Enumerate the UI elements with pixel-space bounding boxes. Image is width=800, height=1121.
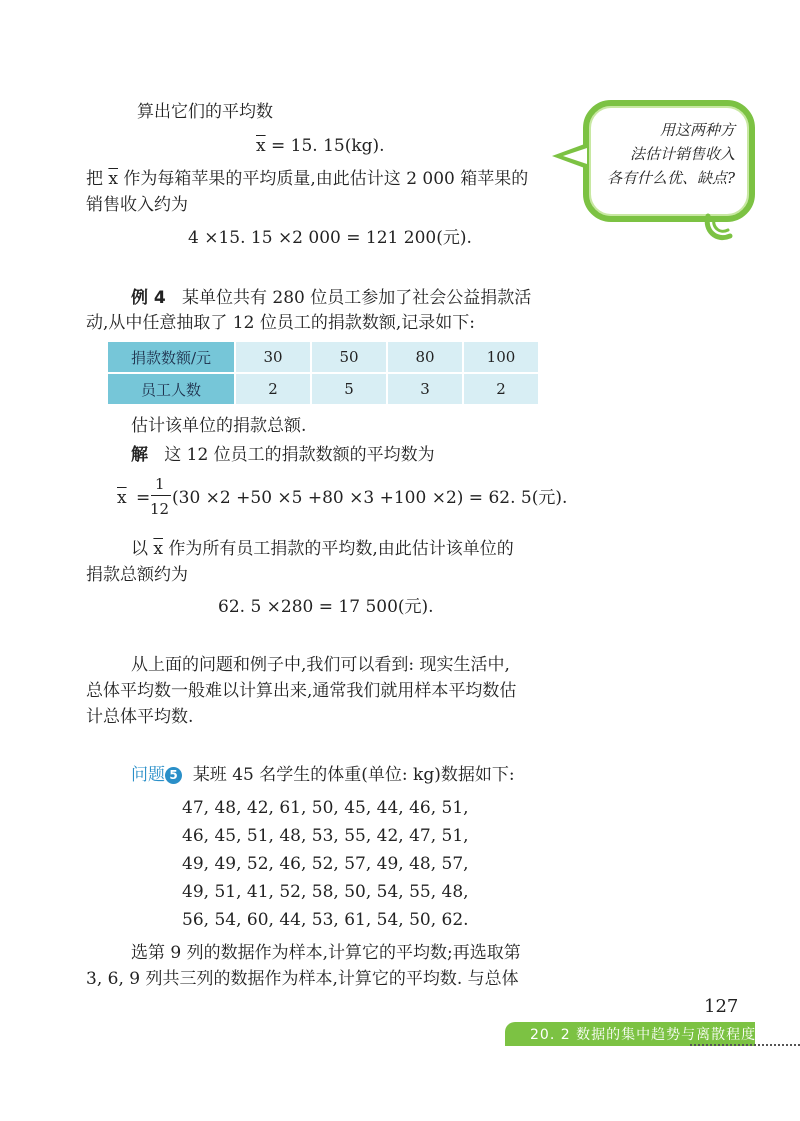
total-equation: 62. 5 ×280 = 17 500(元). bbox=[218, 597, 434, 617]
text-line: 算出它们的平均数 bbox=[137, 102, 273, 122]
paragraph-line: 总体平均数一般难以计算出来,通常我们就用样本平均数估 bbox=[86, 681, 517, 701]
data-row: 49, 49, 52, 46, 52, 57, 49, 48, 57, bbox=[182, 854, 469, 874]
example-label: 例 4 bbox=[131, 288, 166, 308]
solution-text: 这 12 位员工的捐款数额的平均数为 bbox=[164, 445, 435, 465]
fraction-denominator: 12 bbox=[150, 500, 170, 518]
section-title: 20. 2 数据的集中趋势与离散程度 bbox=[530, 1027, 757, 1043]
mean-equation bbox=[256, 134, 385, 158]
table-cell: 2 bbox=[236, 374, 310, 404]
table-cell: 5 bbox=[312, 374, 386, 404]
bubble-line: 各有什么优、缺点? bbox=[606, 169, 735, 187]
problem-label: 问题 bbox=[131, 765, 165, 785]
bubble-line: 用这两种方 bbox=[659, 121, 735, 139]
solution-line bbox=[131, 443, 435, 467]
bubble-tail-inner bbox=[563, 148, 587, 164]
speech-bubble bbox=[583, 100, 755, 222]
revenue-equation: 4 ×15. 15 ×2 000 = 121 200(元). bbox=[188, 228, 472, 248]
paragraph-line: 从上面的问题和例子中,我们可以看到: 现实生活中, bbox=[131, 655, 510, 675]
example-line bbox=[131, 286, 531, 310]
fraction-bar bbox=[151, 495, 171, 496]
equals-sign: = bbox=[136, 488, 151, 508]
table-cell: 30 bbox=[236, 342, 310, 372]
table-row bbox=[108, 342, 538, 372]
equation-value: = 15. 15(kg). bbox=[265, 136, 385, 156]
mean-expression: (30 ×2 +50 ×5 +80 ×3 +100 ×2) = 62. 5(元). bbox=[172, 488, 568, 508]
text-line: 销售收入约为 bbox=[86, 195, 188, 215]
table-header-cell: 捐款数额/元 bbox=[108, 342, 234, 372]
text-fragment: 把 bbox=[86, 169, 109, 189]
text-fragment: 以 bbox=[131, 539, 154, 559]
page-number: 127 bbox=[704, 996, 739, 1017]
table-header-cell: 员工人数 bbox=[108, 374, 234, 404]
text-line: 选第 9 列的数据作为样本,计算它的平均数;再选取第 bbox=[131, 943, 521, 963]
text-fragment: 作为所有员工捐款的平均数,由此估计该单位的 bbox=[163, 539, 514, 559]
data-row: 47, 48, 42, 61, 50, 45, 44, 46, 51, bbox=[182, 798, 469, 818]
x-bar-symbol: $\overline{x}$ bbox=[108, 169, 118, 189]
table-cell: 2 bbox=[464, 374, 538, 404]
x-bar-symbol bbox=[117, 486, 127, 510]
table-row bbox=[108, 374, 538, 404]
bubble-text bbox=[607, 118, 735, 190]
text-line: 估计该单位的捐款总额. bbox=[131, 416, 307, 436]
problem-text: 某班 45 名学生的体重(单位: kg)数据如下: bbox=[192, 765, 515, 785]
dotted-divider bbox=[690, 1044, 800, 1046]
problem-number-badge: 5 bbox=[165, 767, 182, 784]
paragraph-line: 计总体平均数. bbox=[86, 707, 194, 727]
x-bar-symbol: $\overline{x}$ bbox=[153, 539, 163, 559]
text-line: 捐款总额约为 bbox=[86, 565, 188, 585]
text-line bbox=[131, 537, 514, 561]
text-line bbox=[86, 167, 528, 191]
data-row: 46, 45, 51, 48, 53, 55, 42, 47, 51, bbox=[182, 826, 469, 846]
bubble-line: 法估计销售收入 bbox=[629, 145, 735, 163]
text-line: 3, 6, 9 列共三列的数据作为样本,计算它的平均数. 与总体 bbox=[86, 969, 519, 989]
text-line: 动,从中任意抽取了 12 位员工的捐款数额,记录如下: bbox=[86, 313, 475, 333]
x-bar-symbol: $\overline{x}$ bbox=[256, 136, 266, 156]
text-fragment: 作为每箱苹果的平均质量,由此估计这 2 000 箱苹果的 bbox=[118, 169, 529, 189]
data-row: 49, 51, 41, 52, 58, 50, 54, 55, 48, bbox=[182, 882, 469, 902]
x-bar-letter: $\overline{x}$ bbox=[117, 488, 127, 508]
data-row: 56, 54, 60, 44, 53, 61, 54, 50, 62. bbox=[182, 910, 469, 930]
example-text: 某单位共有 280 位员工参加了社会公益捐款活 bbox=[181, 288, 532, 308]
problem-line bbox=[131, 763, 515, 787]
donation-table bbox=[106, 340, 540, 406]
table-cell: 100 bbox=[464, 342, 538, 372]
fraction-numerator: 1 bbox=[155, 475, 165, 493]
swirl-decoration-icon bbox=[700, 208, 740, 248]
table-cell: 80 bbox=[388, 342, 462, 372]
table-cell: 50 bbox=[312, 342, 386, 372]
table-cell: 3 bbox=[388, 374, 462, 404]
solution-label: 解 bbox=[131, 445, 148, 465]
